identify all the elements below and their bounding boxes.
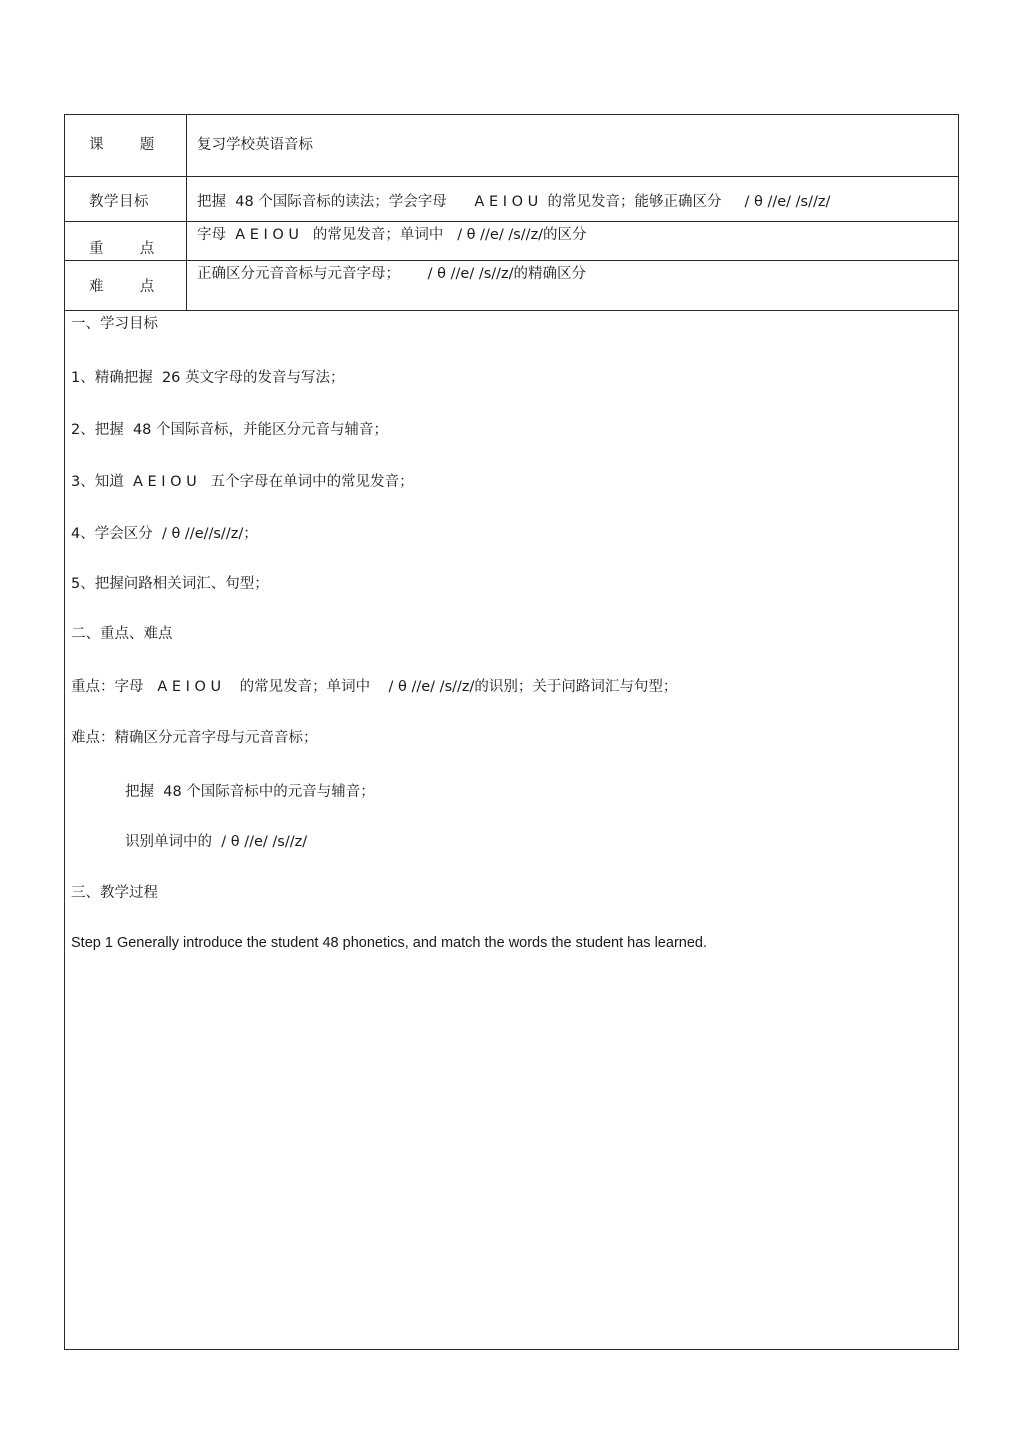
goal-item-2: 2、把握 48 个国际音标，并能区分元音与辅音； bbox=[71, 422, 389, 438]
difficult-sub-item-2: 识别单词中的 / θ //e/ /s//z/ bbox=[125, 834, 308, 850]
key-point-value: 字母 A E I O U 的常见发音；单词中 / θ //e/ /s//z/的区分 bbox=[197, 227, 587, 243]
teaching-goal-row bbox=[65, 177, 958, 222]
difficult-sub-item-1: 把握 48 个国际音标中的元音与辅音； bbox=[125, 784, 375, 800]
topic-label-cell bbox=[65, 115, 187, 176]
lesson-plan-table bbox=[64, 114, 959, 1350]
difficult-point-text: 难点：精确区分元音字母与元音音标； bbox=[71, 730, 318, 746]
teaching-goal-value: 把握 48 个国际音标的读法；学会字母 A E I O U 的常见发音；能够正确区分 / θ //e/ /s//z/ bbox=[197, 194, 831, 210]
goal-item-5: 5、把握问路相关词汇、句型； bbox=[71, 576, 269, 592]
difficult-point-row bbox=[65, 261, 958, 311]
teaching-goal-label: 教学目标 bbox=[89, 194, 149, 210]
difficult-point-value: 正确区分元音音标与元音字母； / θ //e/ /s//z/的精确区分 bbox=[197, 266, 587, 282]
step-1-text: Step 1 Generally introduce the student 48 phonetics, and match the words the student has learned. bbox=[71, 935, 707, 951]
topic-row bbox=[65, 115, 958, 177]
teaching-goal-label-cell bbox=[65, 177, 187, 221]
key-point-row bbox=[65, 222, 958, 261]
difficult-point-label-cell bbox=[65, 261, 187, 310]
difficult-point-label: 难 点 bbox=[89, 279, 155, 295]
section1-title: 一、学习目标 bbox=[71, 316, 158, 332]
key-point-label-cell bbox=[65, 222, 187, 260]
topic-label: 课 题 bbox=[89, 137, 155, 153]
section3-title: 三、教学过程 bbox=[71, 885, 158, 901]
key-point-text: 重点：字母 A E I O U 的常见发音；单词中 / θ //e/ /s//z/的识别；关于问路词汇与句型； bbox=[71, 679, 678, 695]
key-point-label: 重 点 bbox=[89, 241, 155, 257]
goal-item-3: 3、知道 A E I O U 五个字母在单词中的常见发音； bbox=[71, 474, 414, 490]
goal-item-4: 4、学会区分 / θ //e//s//z/； bbox=[71, 526, 258, 542]
goal-item-1: 1、精确把握 26 英文字母的发音与写法； bbox=[71, 370, 345, 386]
section2-title: 二、重点、难点 bbox=[71, 626, 173, 642]
topic-value: 复习学校英语音标 bbox=[197, 137, 313, 153]
